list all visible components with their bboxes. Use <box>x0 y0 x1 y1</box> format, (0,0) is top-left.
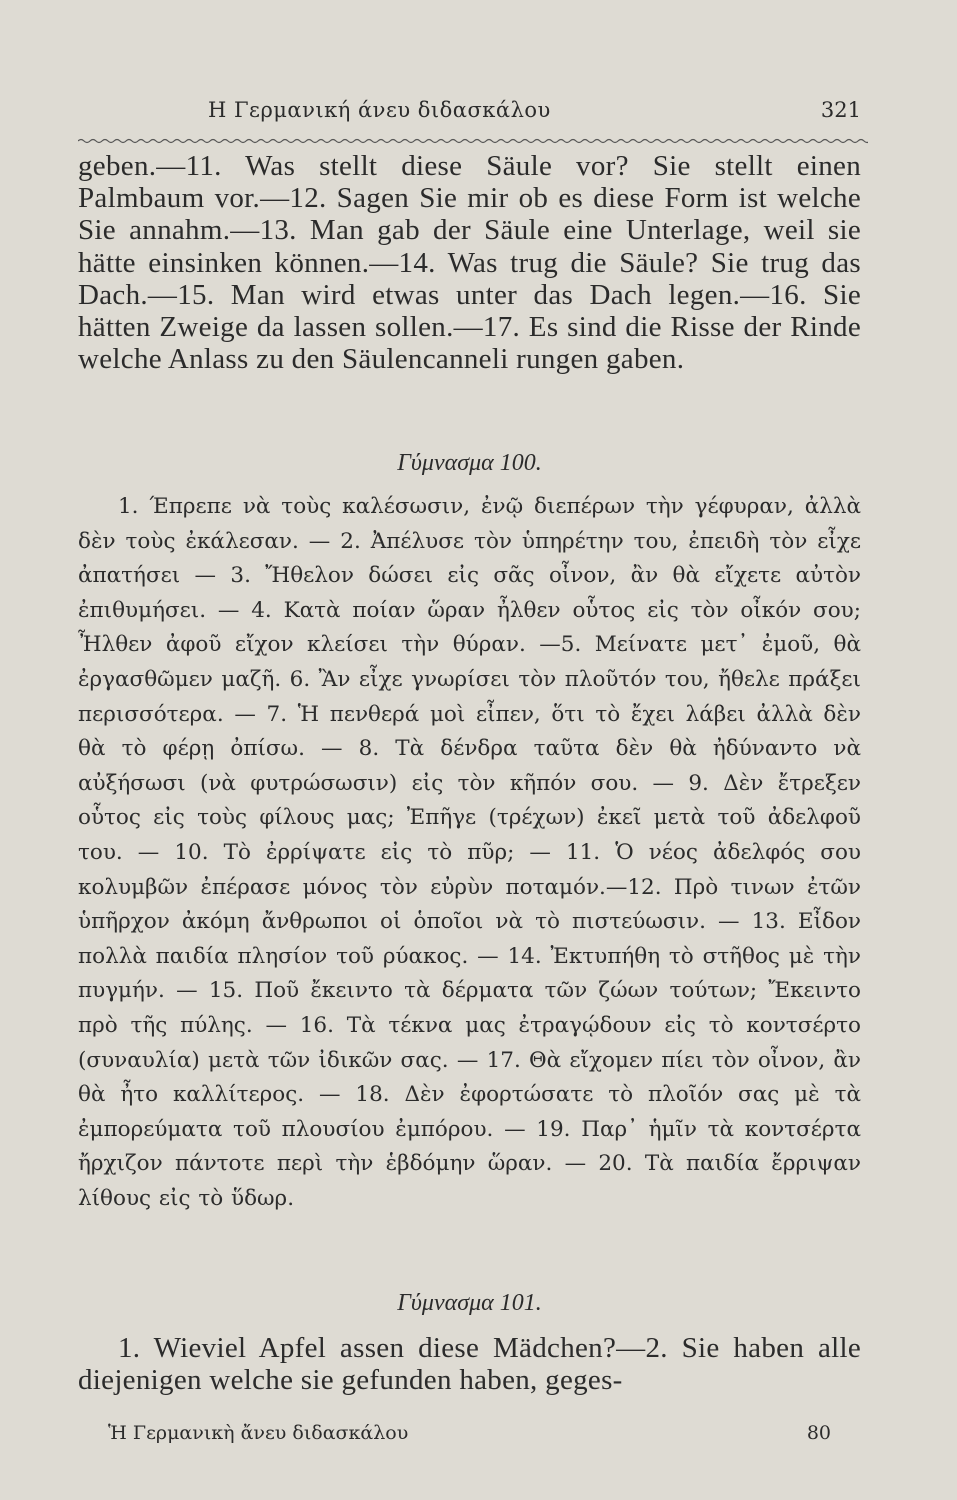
running-head <box>78 98 861 138</box>
footer-title: Ἡ Γερμανικὴ ἄνευ διδασκάλου <box>108 1422 409 1444</box>
running-title: Η Γερμανική άνευ διδασκάλου <box>208 98 551 122</box>
exercise-100-text: 1. Έπρεπε νὰ τοὺς καλέσωσιν, ἐνῷ διεπέρων τὴν γέφυραν, ἀλλὰ δὲν τοὺς ἐκάλεσαν. — 2. Ἀπέλυσε τὸν ὑπηρέτην του, ἐπειδὴ τὸν εἶχε ἀπατήσει — 3. Ἤθελον δώσει εἰς σᾶς οἶνον, ἂν θὰ εἴχετε αὐτὸν ἐπιθυμήσει. — 4. Κατὰ ποίαν ὥραν ἦλθεν οὗτος εἰς τὸν οἶκόν σου; Ἦλθεν ἀφοῦ εἴχον κλείσει τὴν θύραν. —5. Μείνατε μετ᾽ ἐμοῦ, θὰ ἐργασθῶμεν μαζῆ. 6. Ἂν εἶχε γνωρίσει τὸν πλοῦτόν του, ἤθελε πράξει περισσότερα. — 7. Ἡ πενθερά μοὶ εἶπεν, ὅτι τὸ ἔχει λάβει ἀλλὰ δὲν θὰ τὸ φέρῃ ὀπίσω. — 8. Τὰ δένδρα ταῦτα δὲν θὰ ἠδύναντο νὰ αὐξήσωσι (νὰ φυτρώσωσιν) εἰς τὸν κῆπόν σου. — 9. Δὲν ἔτρεξεν οὗτος εἰς τοὺς φίλους μας; Ἐπῆγε (τρέχων) ἐκεῖ μετὰ τοῦ ἀδελφοῦ του. — 10. Τὸ ἐρρίψατε εἰς τὸ πῦρ; — 11. Ὁ νέος ἀδελφός σου κολυμβῶν ἐπέρασε μόνος τὸν εὐρὺν ποταμόν.—12. Πρὸ τινων ἐτῶν ὑπῆρχον ἀκόμη ἄνθρωποι οἱ ὁποῖοι νὰ τὸ πιστεύωσιν. — 13. Εἶδον πολλὰ παιδία πλησίον τοῦ ρύακος. — 14. Ἐκτυπήθη τὸ στῆθος μὲ τὴν πυγμήν. — 15. Ποῦ ἔκειντο τὰ δέρματα τῶν ζώων τούτων; Ἔκειντο πρὸ τῆς πύλης. — 16. Τὰ τέκνα μας ἐτραγῴδουν εἰς τὸ κοντσέρτο (συναυλία) μετὰ τῶν ἰδικῶν σας. — 17. Θὰ εἴχομεν πίει τὸν οἶνον, ἂν θὰ ἦτο καλλίτερος. — 18. Δὲν ἐφορτώσατε τὸ πλοῖόν σας μὲ τὰ ἐμπορεύματα τοῦ πλουσίου ἐμπόρου. — 19. Παρ᾽ ἡμῖν τὰ κοντσέρτα ἤρχιζον πάντοτε περὶ τὴν ἑβδόμην ὥραν. — 20. Τὰ παιδία ἔρριψαν λίθους εἰς τὸ ὕδωρ. <box>78 494 861 1211</box>
page-footer <box>108 1422 861 1452</box>
page-number: 321 <box>820 98 861 122</box>
exercise-100-heading: Γύμνασμα 100. <box>397 450 542 476</box>
header-wavy-rule <box>78 136 868 146</box>
exercise-101-heading: Γύμνασμα 101. <box>397 1290 542 1316</box>
exercise-101-text: 1. Wieviel Apfel assen diese Mädchen?—2. Sie haben alle diejenigen welche sie gefunden haben, geges- <box>78 1332 861 1397</box>
footer-signature-number: 80 <box>806 1422 831 1444</box>
exercise-100-intro-text: geben.—11. Was stellt diese Säule vor? Sie stellt einen Palmbaum vor.—12. Sagen Sie mir ob es diese Form ist welche Sie annahm.—13. Man gab der Säule eine Unterlage, weil sie hätte einsinken können.—14. Was trug die Säule? Sie trug das Dach.—15. Man wird etwas unter das Dach legen.—16. Sie hätten Zweige da lassen sollen.—17. Es sind die Risse der Rinde welche Anlass zu den Säulencanneli rungen gaben. <box>78 150 861 376</box>
